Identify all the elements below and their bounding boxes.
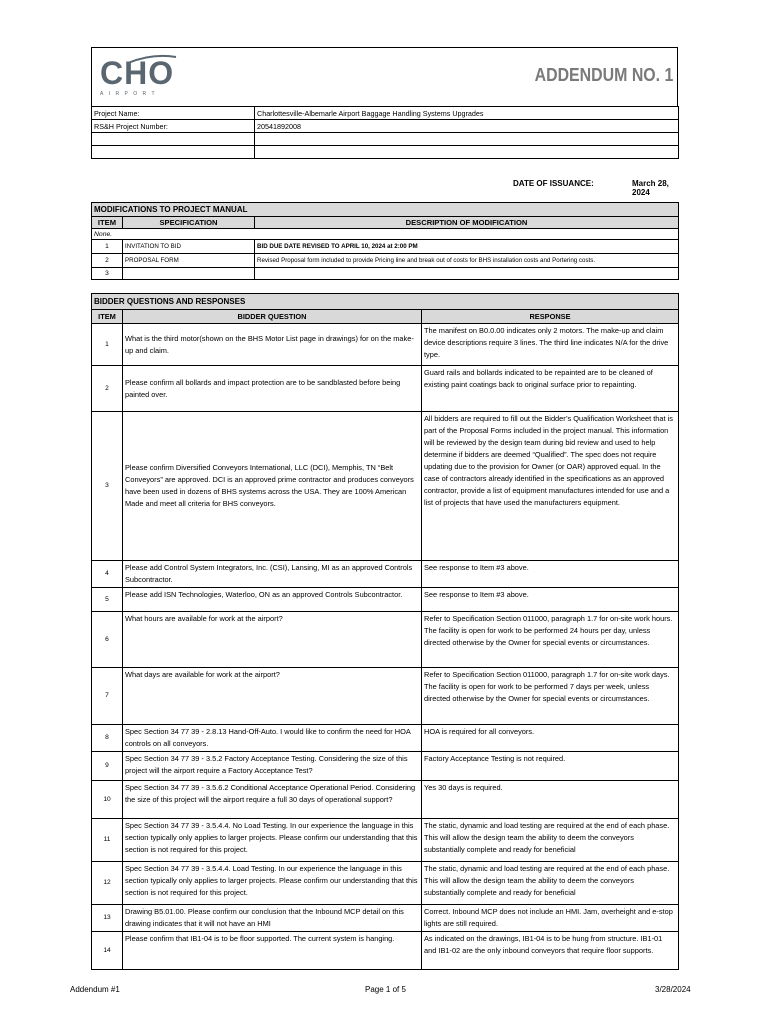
project-name-value: Charlottesville-Albemarle Airport Baggage Handling Systems Upgrades	[255, 107, 679, 120]
table-row	[92, 932, 679, 970]
response-cell: Refer to Specification Section 011000, paragraph 1.7 for on-site work days. The facility is open for work to be performed 7 days per week, unless directed otherwise by the Owner for special events or circumstances.	[422, 668, 679, 725]
item-number: 2	[92, 254, 123, 268]
item-number: 12	[92, 862, 123, 905]
question-cell: What hours are available for work at the airport?	[123, 612, 422, 668]
item-number: 5	[92, 588, 123, 612]
response-cell: See response to Item #3 above.	[422, 561, 679, 588]
footer-page-number: Page 1 of 5	[365, 985, 406, 994]
spec-cell	[123, 268, 255, 280]
col-item: ITEM	[92, 217, 123, 229]
question-cell: Spec Section 34 77 39 - 2.8.13 Hand-Off-Auto. I would like to confirm the need for HOA controls on all conveyors.	[123, 725, 422, 752]
modifications-column-headers	[92, 217, 679, 229]
response-cell: As indicated on the drawings, IB1-04 is to be hung from structure. IB1-01 and IB1-02 are the only inbound conveyors that require floor supports.	[422, 932, 679, 970]
item-number: 14	[92, 932, 123, 970]
item-number: 1	[92, 324, 123, 366]
col-specification: SPECIFICATION	[123, 217, 255, 229]
table-row	[92, 781, 679, 819]
col-item: ITEM	[92, 310, 123, 324]
col-bidder-question: BIDDER QUESTION	[123, 310, 422, 324]
question-cell: Please add Control System Integrators, Inc. (CSI), Lansing, MI as an approved Controls Subcontractor.	[123, 561, 422, 588]
item-number: 10	[92, 781, 123, 819]
issuance-line	[91, 159, 678, 197]
logo-swoosh-icon	[126, 54, 178, 64]
project-number-label: RS&H Project Number:	[92, 120, 255, 133]
item-number: 1	[92, 240, 123, 254]
footer-date: 3/28/2024	[655, 985, 691, 994]
table-row	[92, 254, 679, 268]
item-number: 6	[92, 612, 123, 668]
project-number-value: 20541892008	[255, 120, 679, 133]
description-cell: Revised Proposal form included to provide Pricing line and break out of costs for BHS installation costs and Portering costs.	[255, 254, 679, 268]
item-number: 7	[92, 668, 123, 725]
description-cell: BID DUE DATE REVISED TO APRIL 10, 2024 at 2:00 PM	[255, 240, 679, 254]
blank-row	[92, 146, 679, 159]
project-number-row	[92, 120, 679, 133]
table-row	[92, 268, 679, 280]
questions-title: BIDDER QUESTIONS AND RESPONSES	[92, 294, 679, 310]
cho-airport-logo	[100, 57, 180, 101]
table-row	[92, 366, 679, 412]
question-cell: Please confirm that IB1-04 is to be floor supported. The current system is hanging.	[123, 932, 422, 970]
table-row	[92, 324, 679, 366]
item-number: 11	[92, 819, 123, 862]
col-description: DESCRIPTION OF MODIFICATION	[255, 217, 679, 229]
addendum-sheet	[91, 47, 678, 970]
none-note: None.	[92, 229, 679, 240]
question-cell: Spec Section 34 77 39 - 3.5.6.2 Conditional Acceptance Operational Period. Considering the size of this project will the airport require a full 30 days of operational support?	[123, 781, 422, 819]
response-cell: The manifest on B0.0.00 indicates only 2 motors. The make-up and claim device descriptions require 3 lines. The third line indicates N/A for the drive type.	[422, 324, 679, 366]
questions-table	[91, 293, 679, 970]
item-number: 9	[92, 752, 123, 781]
response-cell: Guard rails and bollards indicated to be repainted are to be cleaned of existing paint coatings back to original surface prior to repainting.	[422, 366, 679, 412]
issuance-date: March 28, 2024	[632, 179, 669, 197]
table-row	[92, 612, 679, 668]
question-cell: What days are available for work at the airport?	[123, 668, 422, 725]
project-name-row	[92, 107, 679, 120]
question-cell: Please confirm Diversified Conveyors International, LLC (DCI), Memphis, TN “Belt Conveyors” are approved. DCI is an approved prime contractor and produces conveyors have been used in dozens of BHS systems across the USA. They are 100% American Made and meet all criteria for BHS conveyors.	[123, 412, 422, 561]
question-cell: Please add ISN Technologies, Waterloo, ON as an approved Controls Subcontractor.	[123, 588, 422, 612]
table-row	[92, 412, 679, 561]
modifications-table	[91, 202, 679, 280]
item-number: 8	[92, 725, 123, 752]
questions-column-headers	[92, 310, 679, 324]
modifications-title: MODIFICATIONS TO PROJECT MANUAL	[92, 203, 679, 217]
question-cell: Please confirm all bollards and impact protection are to be sandblasted before being painted over.	[123, 366, 422, 412]
footer-left: Addendum #1	[70, 985, 120, 994]
project-name-label: Project Name:	[92, 107, 255, 120]
blank-row	[92, 133, 679, 146]
spec-cell: INVITATION TO BID	[123, 240, 255, 254]
response-cell: All bidders are required to fill out the Bidder’s Qualification Worksheet that is part of the Proposal Forms included in the project manual. This information will be reviewed by the design team during bid review and used to help determine if bidders are deemed “Qualified”. The spec does not require updating due to the provision for Owner (or OAR) approved equal. In the case of contractors already identified in the specifications as an approved contractor, provide a list of equipment manufactures intended for use and a list of projects that have used the manufacturers equipment.	[422, 412, 679, 561]
logo-text: CHO	[100, 55, 175, 91]
item-number: 3	[92, 268, 123, 280]
item-number: 3	[92, 412, 123, 561]
issuance-label: DATE OF ISSUANCE:	[513, 179, 594, 188]
response-cell: Correct. Inbound MCP does not include an HMI. Jam, overheight and e-stop lights are still required.	[422, 905, 679, 932]
response-cell: Factory Acceptance Testing is not required.	[422, 752, 679, 781]
table-row	[92, 240, 679, 254]
response-cell: The static, dynamic and load testing are required at the end of each phase. This will allow the design team the ability to deem the conveyors substantially complete and ready for beneficial	[422, 819, 679, 862]
table-row	[92, 862, 679, 905]
question-cell: Drawing B5.01.00. Please confirm our conclusion that the Inbound MCP detail on this drawing indicates that it will not have an HMI	[123, 905, 422, 932]
response-cell: The static, dynamic and load testing are required at the end of each phase. This will allow the design team the ability to deem the conveyors substantially complete and ready for beneficial	[422, 862, 679, 905]
spec-cell: PROPOSAL FORM	[123, 254, 255, 268]
table-row	[92, 725, 679, 752]
question-cell: Spec Section 34 77 39 - 3.5.4.4. Load Testing. In our experience the language in this section typically only applies to larger projects. Please confirm our understanding that this section is not required for this project.	[123, 862, 422, 905]
item-number: 2	[92, 366, 123, 412]
question-cell: What is the third motor(shown on the BHS Motor List page in drawings) for on the make-up and claim.	[123, 324, 422, 366]
table-row	[92, 752, 679, 781]
project-info-table	[91, 106, 679, 159]
response-cell: Yes 30 days is required.	[422, 781, 679, 819]
description-cell	[255, 268, 679, 280]
item-number: 13	[92, 905, 123, 932]
question-cell: Spec Section 34 77 39 - 3.5.4.4. No Load Testing. In our experience the language in this section typically only applies to larger projects. Please confirm our understanding that this section is not required for this project.	[123, 819, 422, 862]
response-cell: Refer to Specification Section 011000, paragraph 1.7 for on-site work hours. The facility is open for work to be performed 24 hours per day, unless directed otherwise by the Owner for special events or circumstances.	[422, 612, 679, 668]
logo-subtext: AIRPORT	[100, 91, 160, 97]
response-cell: See response to Item #3 above.	[422, 588, 679, 612]
table-row	[92, 561, 679, 588]
question-cell: Spec Section 34 77 39 - 3.5.2 Factory Acceptance Testing. Considering the size of this project will the airport require a Factory Acceptance Test?	[123, 752, 422, 781]
col-response: RESPONSE	[422, 310, 679, 324]
table-row	[92, 819, 679, 862]
table-row	[92, 588, 679, 612]
response-cell: HOA is required for all conveyors.	[422, 725, 679, 752]
addendum-title: ADDENDUM NO. 1	[534, 64, 673, 85]
table-row	[92, 905, 679, 932]
document-header	[91, 47, 678, 106]
item-number: 4	[92, 561, 123, 588]
table-row	[92, 668, 679, 725]
